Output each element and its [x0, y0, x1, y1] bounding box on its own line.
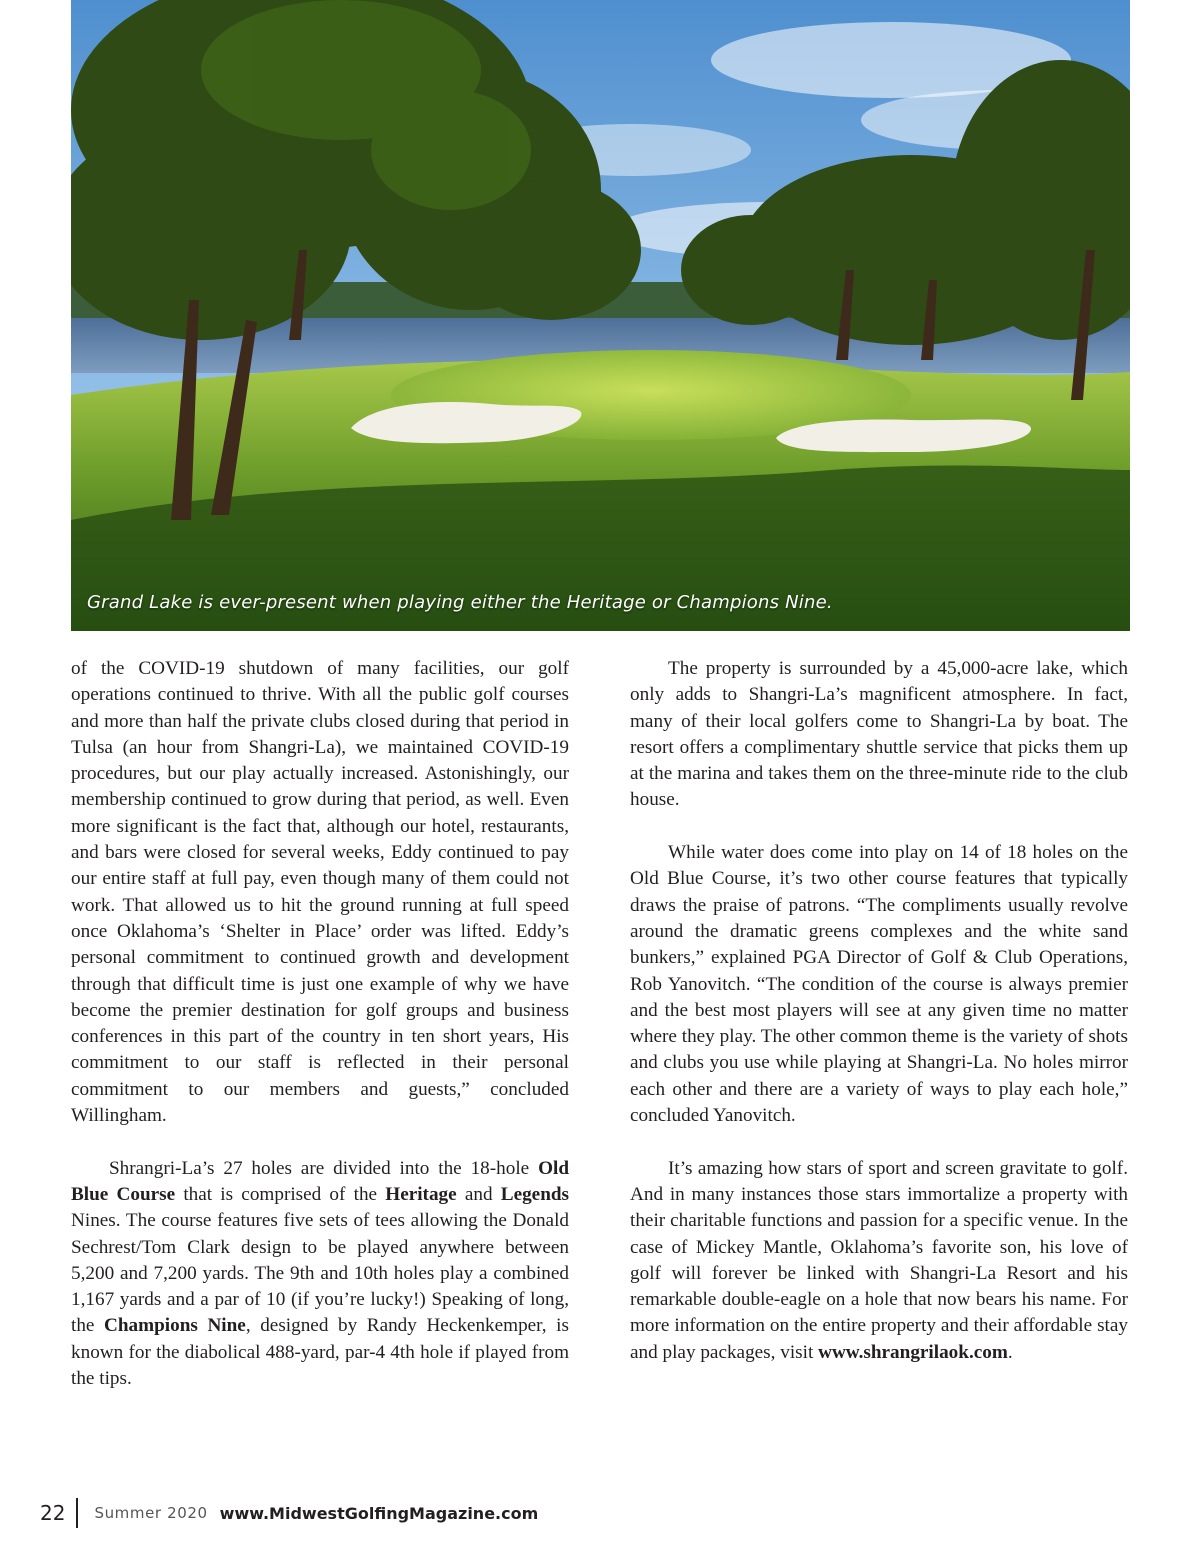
- photo-caption: Grand Lake is ever-present when playing either the Heritage or Champions Nine.: [87, 592, 833, 613]
- text-run: that is comprised of the: [175, 1183, 386, 1205]
- text-run: Shrangri-La’s 27 holes are divided into the 18-hole: [109, 1157, 539, 1179]
- page-footer: [40, 1498, 538, 1528]
- heritage-nine-name: Heritage: [385, 1183, 457, 1205]
- legends-nine-name: Legends: [500, 1183, 569, 1205]
- page-number: 22: [40, 1501, 66, 1525]
- footer-divider: [76, 1498, 78, 1528]
- left-paragraph-2: [71, 1156, 569, 1393]
- right-paragraph-1: The property is surrounded by a 45,000-acre lake, which only adds to Shangri-La’s magnificent atmosphere. In fact, many of their local golfers come to Shangri-La by boat. The resort offers a complimentary shuttle service that picks them up at the marina and takes them on the three-minute ride to the club house.: [630, 658, 1128, 811]
- left-column: [71, 656, 569, 1419]
- left-paragraph-1: of the COVID-19 shutdown of many facilities, our golf operations continued to thrive. With all the public golf courses and more than half the private clubs closed during that period in Tulsa (an hour from Shangri-La), we maintained COVID-19 procedures, but our play actually increased. Astonishingly, our membership continued to grow during that period, as well. Even more significant is the fact that, although our hotel, restaurants, and bars were closed for several weeks, Eddy continued to pay our entire staff at full pay, even though many of them could not work. That allowed us to hit the ground running at full speed once Oklahoma’s ‘Shelter in Place’ order was lifted. Eddy’s personal commitment to continued growth and development through that difficult time is just one example of why we have become the premier destination for golf groups and business conferences in this part of the country in ten short years, His commitment to our staff is reflected in their personal commitment to our members and guests,” concluded Willingham.: [71, 658, 569, 1127]
- champions-nine-name: Champions Nine: [104, 1315, 246, 1337]
- right-paragraph-3: [630, 1156, 1128, 1366]
- old-blue-course-name: Old Blue Course: [71, 1157, 569, 1205]
- text-run: .: [1007, 1341, 1013, 1363]
- text-run: and: [456, 1183, 501, 1205]
- text-run: Nines. The course features five sets of tees allowing the Donald Sechrest/Tom Clark design to be played anywhere between 5,200 and 7,200 yards. The 9th and 10th holes play a combined 1,167 yards and a par of 10 (if you’re lucky!) Speaking of long, the: [71, 1210, 569, 1337]
- golf-course-scene: [71, 0, 1130, 631]
- magazine-website[interactable]: www.MidwestGolfingMagazine.com: [219, 1503, 539, 1523]
- right-paragraph-2: While water does come into play on 14 of 18 holes on the Old Blue Course, it’s two other course features that typically draws the praise of patrons. “The compliments usually revolve around the dramatic greens complexes and the white sand bunkers,” explained PGA Director of Golf & Club Operations, Rob Yanovitch. “The condition of the course is always premier and the best most players will see at any given time no matter where they play. The other common theme is the variety of shots and clubs you use while playing at Shangri-La. No holes mirror each other and there are a variety of ways to play each hole,” concluded Yanovitch.: [630, 842, 1128, 1127]
- text-run: , designed by Randy Heckenkemper, is known for the diabolical 488-yard, par-4 4th hole if played from the tips.: [71, 1315, 569, 1390]
- resort-website-link[interactable]: www.shrangrilaok.com: [818, 1341, 1008, 1363]
- text-run: It’s amazing how stars of sport and screen gravitate to golf. And in many instances those stars immortalize a property with their charitable functions and passion for a specific venue. In the case of Mickey Mantle, Oklahoma’s favorite son, his love of golf will forever be linked with Shangri-La Resort and his remarkable double-eagle on a hole that now bears his name. For more information on the entire property and their affordable stay and play packages, visit: [630, 1157, 1128, 1363]
- golf-course-photo: [71, 0, 1130, 631]
- right-column: [630, 656, 1128, 1392]
- issue-date: Summer 2020: [94, 1504, 208, 1522]
